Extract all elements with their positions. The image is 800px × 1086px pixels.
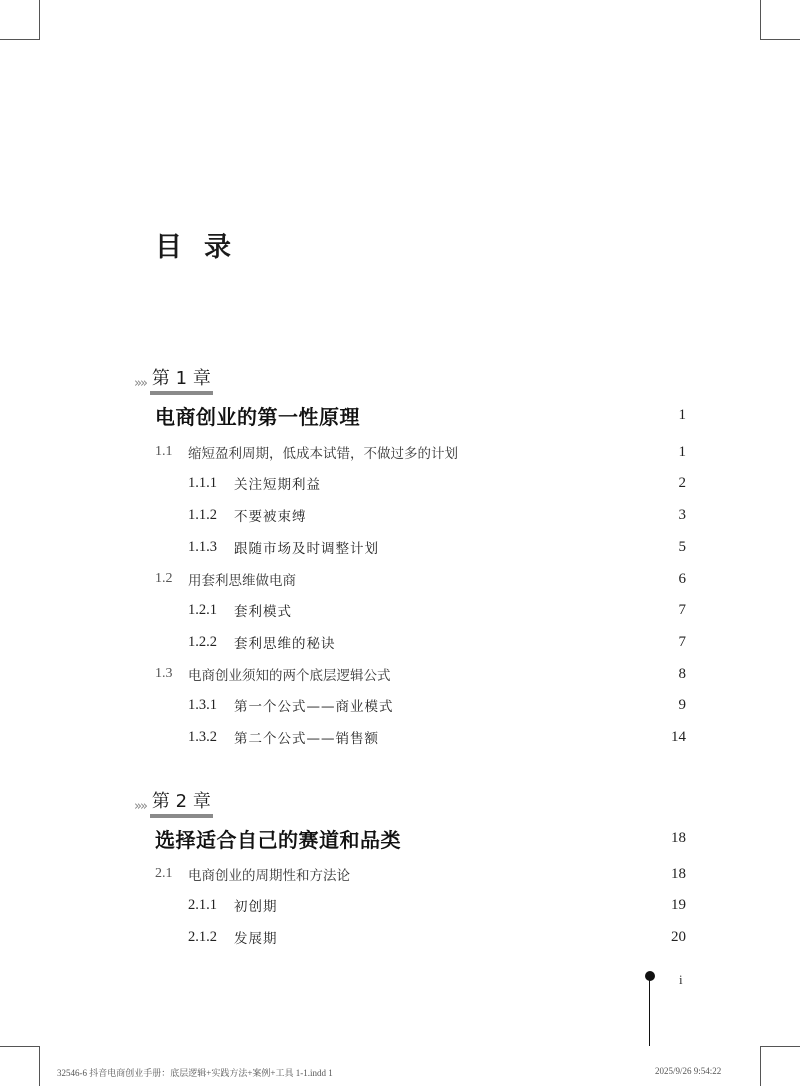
entry-title: 用套利思维做电商 <box>188 573 296 589</box>
entry-number: 1.2 <box>155 571 173 586</box>
crop-mark <box>760 1046 800 1047</box>
page-number: 9 <box>678 696 686 713</box>
entry-title: 关注短期利益 <box>234 477 321 493</box>
entry-title: 电商创业的周期性和方法论 <box>188 868 350 884</box>
page-number: 6 <box>678 570 686 587</box>
page-number: 2 <box>678 474 686 491</box>
crop-mark <box>39 0 40 40</box>
entry-number: 1.3.2 <box>188 728 217 745</box>
folio-number: i <box>679 972 683 987</box>
chapter-entry[interactable] <box>155 403 686 427</box>
entry-title: 发展期 <box>234 931 278 947</box>
chapter-label: 第 1 章 <box>150 368 213 395</box>
entry-title: 不要被束缚 <box>234 509 307 525</box>
entry-title: 第二个公式——销售额 <box>234 731 379 747</box>
folio-dot <box>645 971 655 981</box>
entry-title: 电商创业须知的两个底层逻辑公式 <box>188 668 391 684</box>
chevron-right-icon: »» <box>134 799 146 814</box>
section-entry[interactable] <box>155 862 686 886</box>
subsection-entry[interactable] <box>155 630 686 654</box>
entry-title: 缩短盈利周期，低成本试错，不做过多的计划 <box>188 446 458 462</box>
entry-number: 1.1 <box>155 444 173 459</box>
chapter-label: 第 2 章 <box>150 791 213 818</box>
page-number: 14 <box>671 728 686 745</box>
page-number: 18 <box>671 829 686 846</box>
chapter-title: 选择适合自己的赛道和品类 <box>155 827 401 852</box>
entry-title: 初创期 <box>234 899 278 915</box>
print-slug-timestamp: 2025/9/26 9:54:22 <box>655 1066 722 1076</box>
page-number: 7 <box>678 601 686 618</box>
section-entry[interactable] <box>155 567 686 591</box>
chapter-tag <box>134 365 213 395</box>
entry-number: 1.1.1 <box>188 474 217 491</box>
crop-mark <box>0 1046 40 1047</box>
chapter-tag <box>134 788 213 818</box>
page-number: 1 <box>678 443 686 460</box>
crop-mark <box>760 39 800 40</box>
crop-mark <box>760 1046 761 1086</box>
subsection-entry[interactable] <box>155 925 686 949</box>
print-slug-file: 32546-6 抖音电商创业手册：底层逻辑+实践方法+案例+工具 1-1.indd 1 <box>57 1068 333 1078</box>
entry-number: 1.2.2 <box>188 633 217 650</box>
entry-number: 1.1.2 <box>188 506 217 523</box>
subsection-entry[interactable] <box>155 725 686 749</box>
entry-title: 第一个公式——商业模式 <box>234 699 394 715</box>
entry-number: 1.1.3 <box>188 538 217 555</box>
subsection-entry[interactable] <box>155 693 686 717</box>
chapter-title: 电商创业的第一性原理 <box>155 404 360 429</box>
subsection-entry[interactable] <box>155 503 686 527</box>
section-entry[interactable] <box>155 440 686 464</box>
entry-number: 1.2.1 <box>188 601 217 618</box>
crop-mark <box>0 39 40 40</box>
entry-number: 1.3.1 <box>188 696 217 713</box>
page-number: 3 <box>678 506 686 523</box>
entry-number: 2.1.1 <box>188 896 217 913</box>
crop-mark <box>39 1046 40 1086</box>
folio-rule <box>649 978 650 1046</box>
page-title: 目录 <box>155 232 253 263</box>
page-number: 20 <box>671 928 686 945</box>
page-number: 7 <box>678 633 686 650</box>
page-number: 8 <box>678 665 686 682</box>
subsection-entry[interactable] <box>155 893 686 917</box>
section-entry[interactable] <box>155 662 686 686</box>
page-number: 19 <box>671 896 686 913</box>
subsection-entry[interactable] <box>155 471 686 495</box>
entry-title: 套利模式 <box>234 604 292 620</box>
entry-number: 2.1.2 <box>188 928 217 945</box>
entry-title: 跟随市场及时调整计划 <box>234 541 379 557</box>
page-number: 18 <box>671 865 686 882</box>
crop-mark <box>760 0 761 40</box>
page-number: 1 <box>678 406 686 423</box>
subsection-entry[interactable] <box>155 535 686 559</box>
entry-title: 套利思维的秘诀 <box>234 636 336 652</box>
chevron-right-icon: »» <box>134 376 146 391</box>
entry-number: 2.1 <box>155 866 173 881</box>
page-number: 5 <box>678 538 686 555</box>
entry-number: 1.3 <box>155 666 173 681</box>
chapter-entry[interactable] <box>155 826 686 850</box>
subsection-entry[interactable] <box>155 598 686 622</box>
